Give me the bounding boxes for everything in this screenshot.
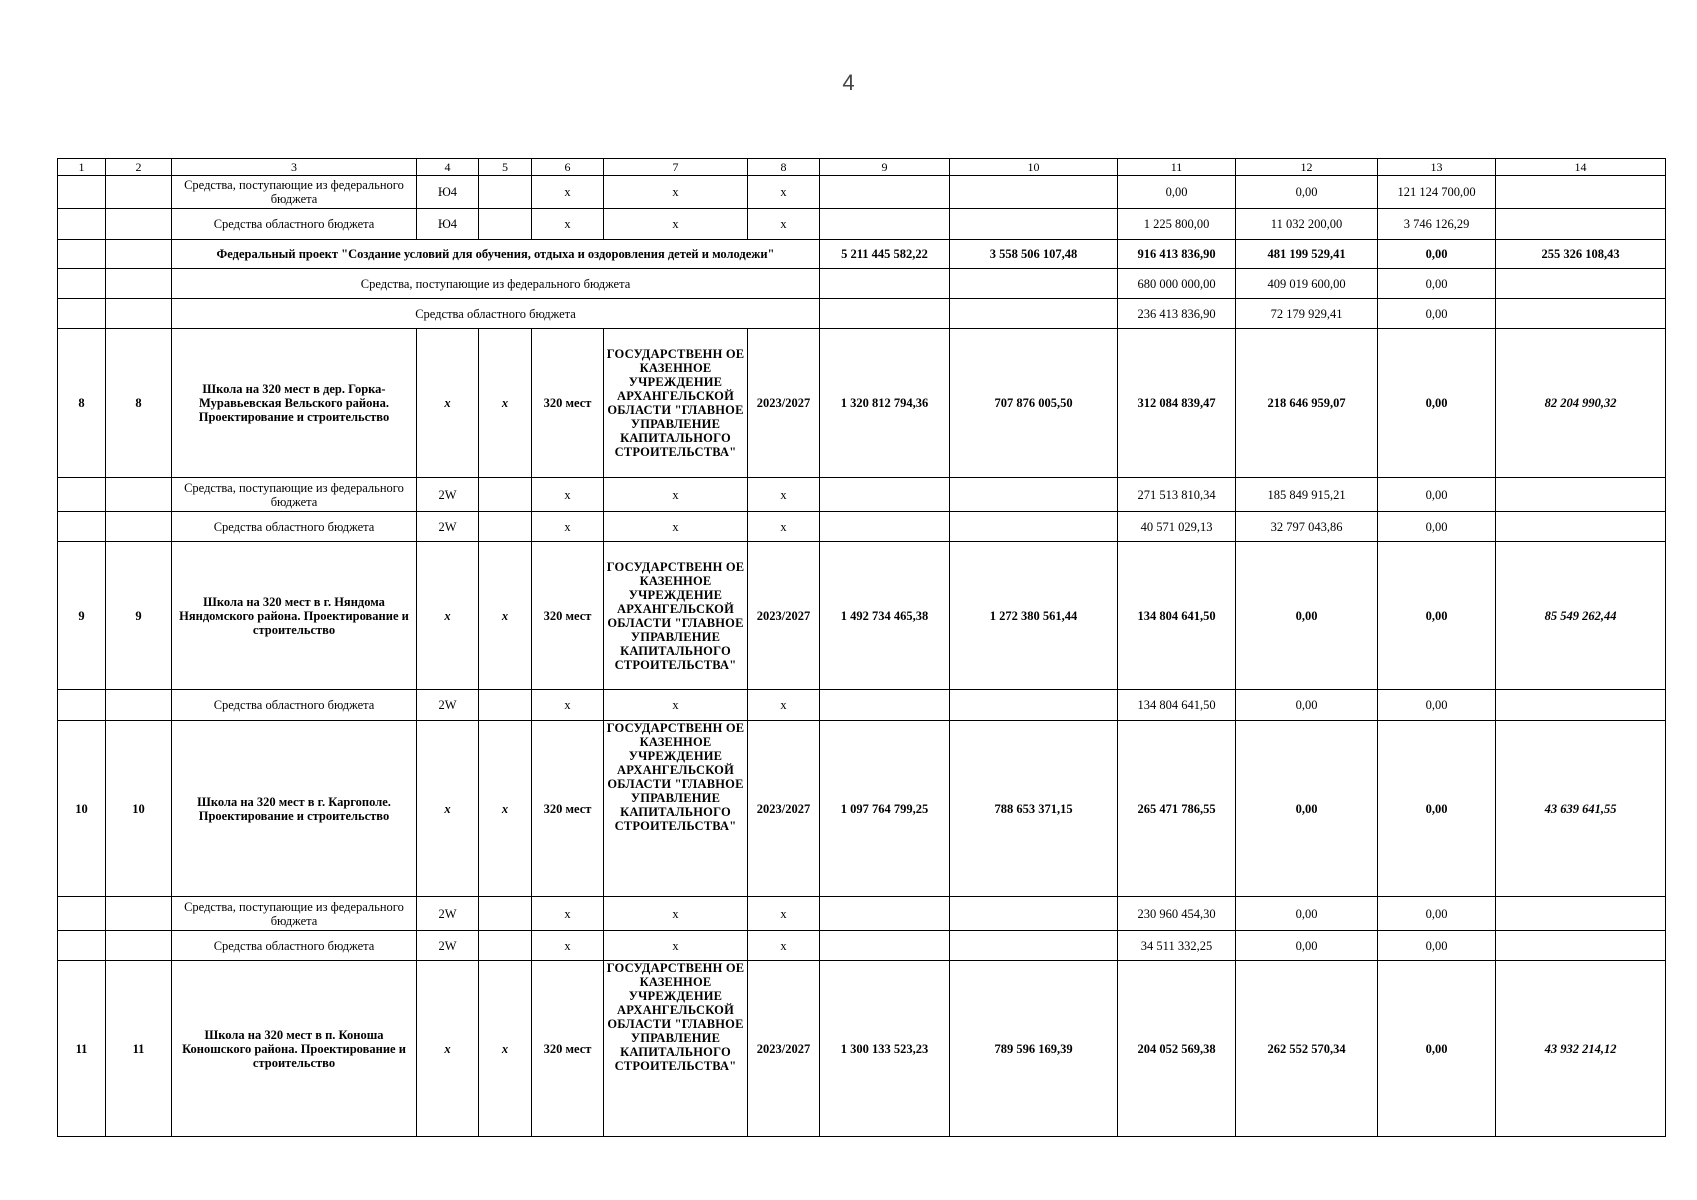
- value-cell: 0,00: [1236, 931, 1378, 961]
- table-row: [58, 931, 1666, 961]
- value-cell: 85 549 262,44: [1496, 542, 1666, 690]
- funding-source-label: Средства областного бюджета: [172, 299, 820, 329]
- value-cell: 788 653 371,15: [950, 721, 1118, 897]
- x-cell: x: [532, 512, 604, 542]
- header-cell: 6: [532, 159, 604, 176]
- header-cell: 7: [604, 159, 748, 176]
- header-cell: 1: [58, 159, 106, 176]
- value-cell: 3 558 506 107,48: [950, 240, 1118, 269]
- value-cell: 680 000 000,00: [1118, 269, 1236, 299]
- budget-table: [57, 158, 1666, 1137]
- table-row: [58, 897, 1666, 931]
- value-cell: 185 849 915,21: [1236, 478, 1378, 512]
- value-cell: 271 513 810,34: [1118, 478, 1236, 512]
- table-row: [58, 269, 1666, 299]
- table-row: [58, 721, 1666, 897]
- funding-source-label: Средства, поступающие из федерального бюджета: [172, 176, 417, 209]
- x-cell: x: [748, 897, 820, 931]
- value-cell: 0,00: [1378, 269, 1496, 299]
- federal-project-title: Федеральный проект "Создание условий для обучения, отдыха и оздоровления детей и молодежи": [172, 240, 820, 269]
- row-number: 9: [106, 542, 172, 690]
- value-cell: 0,00: [1236, 721, 1378, 897]
- row-number: 8: [106, 329, 172, 478]
- header-row: [58, 159, 1666, 176]
- funding-source-label: Средства областного бюджета: [172, 931, 417, 961]
- value-cell: 34 511 332,25: [1118, 931, 1236, 961]
- funding-source-label: Средства, поступающие из федерального бюджета: [172, 897, 417, 931]
- page-number: 4: [842, 70, 855, 95]
- x-cell: x: [748, 690, 820, 721]
- capacity-cell: 320 мест: [532, 961, 604, 1137]
- table-row: [58, 299, 1666, 329]
- x-cell: x: [748, 478, 820, 512]
- x-cell: x: [604, 690, 748, 721]
- value-cell: 0,00: [1236, 897, 1378, 931]
- funding-source-label: Средства областного бюджета: [172, 690, 417, 721]
- value-cell: 43 932 214,12: [1496, 961, 1666, 1137]
- value-cell: 11 032 200,00: [1236, 209, 1378, 240]
- value-cell: 82 204 990,32: [1496, 329, 1666, 478]
- value-cell: 0,00: [1236, 690, 1378, 721]
- value-cell: 1 097 764 799,25: [820, 721, 950, 897]
- x-cell: x: [532, 897, 604, 931]
- value-cell: 0,00: [1236, 542, 1378, 690]
- table-row: [58, 512, 1666, 542]
- table-row: [58, 329, 1666, 478]
- value-cell: 312 084 839,47: [1118, 329, 1236, 478]
- period-cell: 2023/2027: [748, 329, 820, 478]
- header-cell: 5: [479, 159, 532, 176]
- header-cell: 8: [748, 159, 820, 176]
- x-cell: x: [748, 931, 820, 961]
- funding-source-label: Средства областного бюджета: [172, 209, 417, 240]
- organization-cell: [604, 329, 748, 478]
- funding-source-label: Средства, поступающие из федерального бюджета: [172, 269, 820, 299]
- table-row: [58, 542, 1666, 690]
- x-cell: x: [417, 961, 479, 1137]
- x-cell: x: [532, 478, 604, 512]
- value-cell: 72 179 929,41: [1236, 299, 1378, 329]
- funding-source-label: Средства областного бюджета: [172, 512, 417, 542]
- object-name: Школа на 320 мест в дер. Горка-Муравьевская Вельского района. Проектирование и строительство: [172, 329, 417, 478]
- x-cell: x: [604, 512, 748, 542]
- table-row: [58, 209, 1666, 240]
- x-cell: x: [479, 542, 532, 690]
- value-cell: 0,00: [1378, 329, 1496, 478]
- x-cell: x: [532, 931, 604, 961]
- value-cell: 0,00: [1236, 176, 1378, 209]
- value-cell: 1 300 133 523,23: [820, 961, 950, 1137]
- value-cell: 32 797 043,86: [1236, 512, 1378, 542]
- value-cell: 0,00: [1378, 512, 1496, 542]
- header-cell: 10: [950, 159, 1118, 176]
- period-cell: 2023/2027: [748, 961, 820, 1137]
- funding-source-label: Средства, поступающие из федерального бюджета: [172, 478, 417, 512]
- header-cell: 13: [1378, 159, 1496, 176]
- header-cell: 9: [820, 159, 950, 176]
- organization-name: ГОСУДАРСТВЕНН ОЕ КАЗЕННОЕ УЧРЕЖДЕНИЕ АРХАНГЕЛЬСКОЙ ОБЛАСТИ "ГЛАВНОЕ УПРАВЛЕНИЕ КАПИТАЛЬНОГО СТРОИТЕЛЬСТВА": [606, 559, 745, 672]
- value-cell: 265 471 786,55: [1118, 721, 1236, 897]
- value-cell: 0,00: [1378, 299, 1496, 329]
- value-cell: 3 746 126,29: [1378, 209, 1496, 240]
- value-cell: 1 272 380 561,44: [950, 542, 1118, 690]
- value-cell: 0,00: [1378, 961, 1496, 1137]
- x-cell: x: [604, 176, 748, 209]
- value-cell: 236 413 836,90: [1118, 299, 1236, 329]
- x-cell: x: [417, 542, 479, 690]
- value-cell: 1 225 800,00: [1118, 209, 1236, 240]
- object-name: Школа на 320 мест в п. Коноша Коношского района. Проектирование и строительство: [172, 961, 417, 1137]
- value-cell: 707 876 005,50: [950, 329, 1118, 478]
- value-cell: 0,00: [1378, 478, 1496, 512]
- code-cell: Ю4: [417, 176, 479, 209]
- organization-name: ГОСУДАРСТВЕНН ОЕ КАЗЕННОЕ УЧРЕЖДЕНИЕ АРХАНГЕЛЬСКОЙ ОБЛАСТИ "ГЛАВНОЕ УПРАВЛЕНИЕ КАПИТАЛЬНОГО СТРОИТЕЛЬСТВА": [606, 347, 745, 459]
- code-cell: 2W: [417, 690, 479, 721]
- x-cell: x: [479, 961, 532, 1137]
- value-cell: 0,00: [1118, 176, 1236, 209]
- value-cell: 1 492 734 465,38: [820, 542, 950, 690]
- header-cell: 12: [1236, 159, 1378, 176]
- x-cell: x: [532, 209, 604, 240]
- object-name: Школа на 320 мест в г. Няндома Няндомского района. Проектирование и строительство: [172, 542, 417, 690]
- x-cell: x: [417, 721, 479, 897]
- value-cell: 0,00: [1378, 240, 1496, 269]
- code-cell: 2W: [417, 897, 479, 931]
- x-cell: x: [417, 329, 479, 478]
- x-cell: x: [604, 209, 748, 240]
- capacity-cell: 320 мест: [532, 721, 604, 897]
- capacity-cell: 320 мест: [532, 542, 604, 690]
- x-cell: x: [604, 478, 748, 512]
- organization-name: ГОСУДАРСТВЕНН ОЕ КАЗЕННОЕ УЧРЕЖДЕНИЕ АРХАНГЕЛЬСКОЙ ОБЛАСТИ "ГЛАВНОЕ УПРАВЛЕНИЕ КАПИТАЛЬНОГО СТРОИТЕЛЬСТВА": [606, 961, 745, 1073]
- value-cell: 0,00: [1378, 931, 1496, 961]
- x-cell: x: [604, 931, 748, 961]
- value-cell: 121 124 700,00: [1378, 176, 1496, 209]
- row-number: 9: [58, 542, 106, 690]
- value-cell: 230 960 454,30: [1118, 897, 1236, 931]
- capacity-cell: 320 мест: [532, 329, 604, 478]
- header-cell: 11: [1118, 159, 1236, 176]
- value-cell: 134 804 641,50: [1118, 542, 1236, 690]
- table-row: [58, 961, 1666, 1137]
- header-cell: 4: [417, 159, 479, 176]
- value-cell: 916 413 836,90: [1118, 240, 1236, 269]
- row-number: 11: [58, 961, 106, 1137]
- code-cell: 2W: [417, 931, 479, 961]
- value-cell: 43 639 641,55: [1496, 721, 1666, 897]
- code-cell: Ю4: [417, 209, 479, 240]
- period-cell: 2023/2027: [748, 721, 820, 897]
- table-row: [58, 690, 1666, 721]
- value-cell: 409 019 600,00: [1236, 269, 1378, 299]
- organization-cell: [604, 542, 748, 690]
- code-cell: 2W: [417, 478, 479, 512]
- period-cell: 2023/2027: [748, 542, 820, 690]
- table-row: [58, 176, 1666, 209]
- value-cell: 255 326 108,43: [1496, 240, 1666, 269]
- object-name: Школа на 320 мест в г. Каргополе. Проектирование и строительство: [172, 721, 417, 897]
- x-cell: x: [479, 721, 532, 897]
- header-cell: 14: [1496, 159, 1666, 176]
- row-number: 10: [106, 721, 172, 897]
- value-cell: 204 052 569,38: [1118, 961, 1236, 1137]
- organization-cell: [604, 721, 748, 897]
- organization-name: ГОСУДАРСТВЕНН ОЕ КАЗЕННОЕ УЧРЕЖДЕНИЕ АРХАНГЕЛЬСКОЙ ОБЛАСТИ "ГЛАВНОЕ УПРАВЛЕНИЕ КАПИТАЛЬНОГО СТРОИТЕЛЬСТВА": [606, 721, 745, 833]
- x-cell: x: [532, 176, 604, 209]
- value-cell: 0,00: [1378, 897, 1496, 931]
- value-cell: 134 804 641,50: [1118, 690, 1236, 721]
- value-cell: 789 596 169,39: [950, 961, 1118, 1137]
- x-cell: x: [479, 329, 532, 478]
- code-cell: 2W: [417, 512, 479, 542]
- row-number: 10: [58, 721, 106, 897]
- table-row: [58, 240, 1666, 269]
- x-cell: x: [748, 512, 820, 542]
- row-number: 8: [58, 329, 106, 478]
- value-cell: 0,00: [1378, 542, 1496, 690]
- table-row: [58, 478, 1666, 512]
- value-cell: 5 211 445 582,22: [820, 240, 950, 269]
- header-cell: 3: [172, 159, 417, 176]
- value-cell: 218 646 959,07: [1236, 329, 1378, 478]
- value-cell: 1 320 812 794,36: [820, 329, 950, 478]
- value-cell: 0,00: [1378, 690, 1496, 721]
- x-cell: x: [532, 690, 604, 721]
- value-cell: 40 571 029,13: [1118, 512, 1236, 542]
- x-cell: x: [748, 176, 820, 209]
- value-cell: 262 552 570,34: [1236, 961, 1378, 1137]
- x-cell: x: [748, 209, 820, 240]
- row-number: 11: [106, 961, 172, 1137]
- header-cell: 2: [106, 159, 172, 176]
- organization-cell: [604, 961, 748, 1137]
- value-cell: 481 199 529,41: [1236, 240, 1378, 269]
- x-cell: x: [604, 897, 748, 931]
- value-cell: 0,00: [1378, 721, 1496, 897]
